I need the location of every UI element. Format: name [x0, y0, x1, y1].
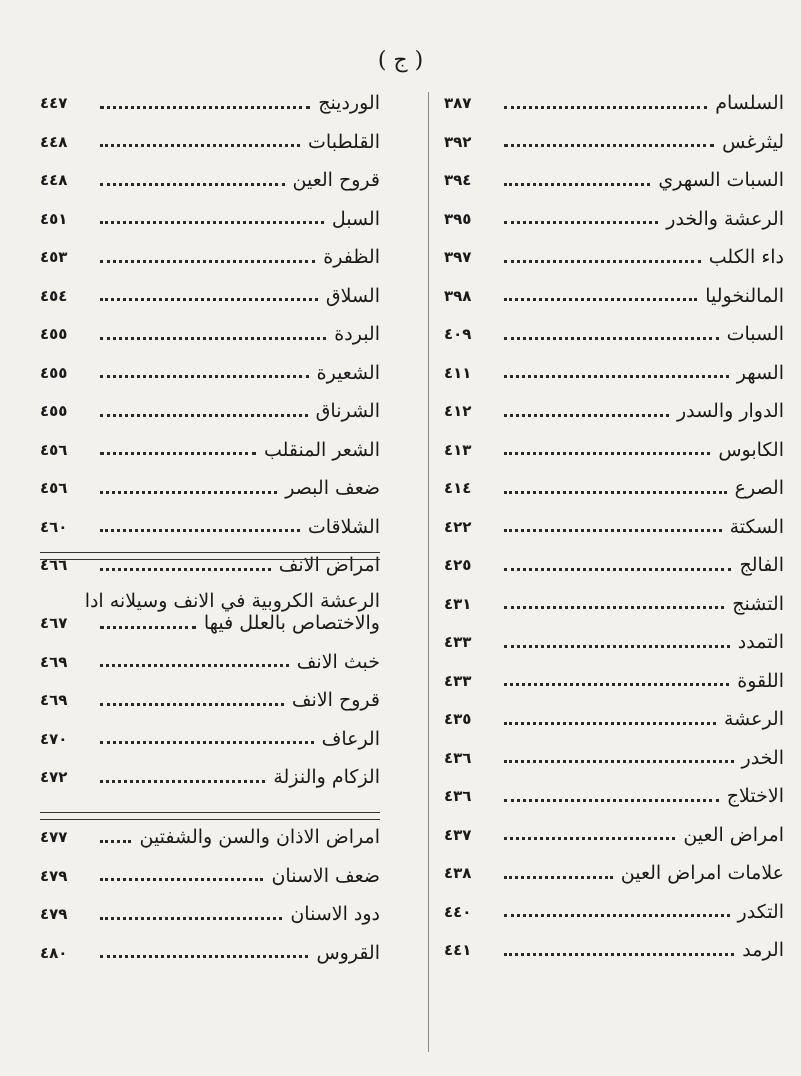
- toc-page-number: ٤٢٥: [444, 556, 472, 575]
- toc-entry: [40, 200, 380, 239]
- toc-left-column-bottom: [40, 818, 380, 972]
- toc-title: الشعيرة: [316, 361, 380, 384]
- toc-title: امراض العين: [683, 823, 784, 846]
- toc-entry: [444, 585, 784, 624]
- toc-page-number: ٣٩٤: [444, 171, 472, 190]
- toc-title: السبل: [331, 207, 380, 230]
- toc-page-number: ٤٤٧: [40, 94, 68, 113]
- toc-page-number: ٤٦٦: [40, 556, 68, 575]
- toc-page-number: ٤٤٨: [40, 171, 68, 190]
- toc-page-number: ٤٥٣: [40, 248, 68, 267]
- toc-entry: [444, 354, 784, 393]
- toc-title: السبات السهري: [658, 169, 784, 192]
- toc-page-number: ٤٣٦: [444, 748, 472, 767]
- toc-entry: [444, 123, 784, 162]
- dot-leader: [504, 868, 613, 879]
- toc-page-number: ٤٠٩: [444, 325, 472, 344]
- dot-leader: [504, 791, 719, 802]
- toc-page-number: ٤٣٦: [444, 787, 472, 806]
- toc-title: الشعر المنقلب: [263, 438, 380, 461]
- toc-entry: [444, 816, 784, 855]
- toc-page-number: ٣٩٨: [444, 286, 472, 305]
- dot-leader: [504, 329, 719, 340]
- toc-page-number: ٤٣٥: [444, 710, 472, 729]
- dot-leader: [100, 656, 289, 667]
- dot-leader: [100, 175, 285, 186]
- toc-page-number: ٣٩٧: [444, 248, 472, 267]
- toc-entry: [40, 277, 380, 316]
- dot-leader: [504, 906, 730, 917]
- dot-leader: [100, 367, 309, 378]
- toc-entry: [444, 277, 784, 316]
- dot-leader: [504, 175, 650, 186]
- toc-title: الزكام والنزلة: [273, 766, 380, 789]
- toc-title: السبات: [726, 323, 784, 346]
- column-divider: [428, 92, 429, 1052]
- toc-left-column-mid: [40, 604, 380, 797]
- toc-page-number: ٣٩٥: [444, 209, 472, 228]
- toc-left-column: [40, 84, 380, 585]
- toc-title: امراض الانف: [278, 554, 380, 577]
- toc-entry: [40, 469, 380, 508]
- toc-title: الدوار والسدر: [676, 400, 784, 423]
- toc-entry: [40, 643, 380, 682]
- toc-entry: [444, 161, 784, 200]
- dot-leader: [504, 675, 729, 686]
- toc-title: علامات امراض العين: [620, 862, 784, 885]
- toc-entry: [444, 700, 784, 739]
- toc-page-number: ٤١١: [444, 363, 472, 382]
- toc-title: ضعف الاسنان: [271, 864, 380, 887]
- dot-leader: [504, 483, 727, 494]
- toc-title: الكابوس: [718, 438, 784, 461]
- toc-entry: [444, 546, 784, 585]
- dot-leader: [504, 714, 716, 725]
- toc-page-number: ٤٥٥: [40, 402, 68, 421]
- dot-leader: [100, 252, 315, 263]
- toc-entry: [444, 469, 784, 508]
- toc-title: قروح الانف: [291, 689, 380, 712]
- toc-page-number: ٤٧٩: [40, 866, 68, 885]
- dot-leader: [504, 560, 731, 571]
- toc-title: التمدد: [737, 631, 784, 654]
- dot-leader: [100, 832, 131, 843]
- dot-leader: [504, 444, 710, 455]
- toc-page-number: ٤٦٩: [40, 652, 68, 671]
- toc-title: ليثرغس: [722, 130, 784, 153]
- dot-leader: [100, 444, 256, 455]
- section-heading: الرعشة الكروبية في الانف وسيلانه ادا: [84, 590, 380, 612]
- dot-leader: [100, 98, 310, 109]
- toc-page-number: ٤٥٥: [40, 325, 68, 344]
- dot-leader: [504, 213, 658, 224]
- toc-page-number: ٤٣٨: [444, 864, 472, 883]
- toc-title: الرعاف: [321, 727, 380, 750]
- toc-entry: [40, 758, 380, 797]
- toc-entry: [444, 238, 784, 277]
- dot-leader: [504, 521, 722, 532]
- dot-leader: [504, 252, 701, 263]
- toc-entry: [40, 392, 380, 431]
- dot-leader: [100, 909, 282, 920]
- toc-entry: [444, 739, 784, 778]
- toc-page-number: ٤٦٧: [40, 614, 68, 633]
- dot-leader: [504, 752, 734, 763]
- toc-entry: [444, 508, 784, 547]
- toc-title: المالنخوليا: [705, 284, 784, 307]
- toc-page-number: ٤٧٠: [40, 729, 68, 748]
- toc-title: اللقوة: [737, 669, 784, 692]
- dot-leader: [504, 290, 697, 301]
- toc-title: الوردينج: [318, 92, 380, 115]
- toc-title: الرعشة والخدر: [666, 207, 784, 230]
- toc-title: قروح العين: [292, 169, 380, 192]
- dot-leader: [100, 290, 318, 301]
- toc-title: السلاق: [325, 284, 380, 307]
- toc-page-number: ٤٥١: [40, 209, 68, 228]
- toc-page-number: ٤٤٨: [40, 132, 68, 151]
- dot-leader: [504, 945, 734, 956]
- toc-page-number: ٤٥٦: [40, 440, 68, 459]
- toc-entry: [40, 818, 380, 857]
- toc-title: خبث الانف: [296, 650, 380, 673]
- dot-leader: [100, 136, 300, 147]
- dot-leader: [100, 406, 308, 417]
- toc-page-number: ٤٤١: [444, 941, 472, 960]
- toc-entry: [40, 934, 380, 973]
- toc-title: القروس: [316, 941, 380, 964]
- dot-leader: [100, 483, 277, 494]
- toc-entry: [444, 200, 784, 239]
- toc-title: الشلاقات: [307, 515, 380, 538]
- dot-leader: [100, 521, 300, 532]
- toc-entry: [444, 84, 784, 123]
- toc-page-number: ٤٣٣: [444, 633, 472, 652]
- toc-entry: [40, 238, 380, 277]
- toc-entry: [40, 315, 380, 354]
- dot-leader: [504, 367, 729, 378]
- toc-title: دود الاسنان: [290, 903, 380, 926]
- toc-page-number: ٤٣١: [444, 594, 472, 613]
- toc-title: الشرناق: [315, 400, 380, 423]
- toc-entry: [40, 431, 380, 470]
- toc-entry: [40, 681, 380, 720]
- toc-entry: [444, 392, 784, 431]
- toc-page-number: ٤٦٠: [40, 517, 68, 536]
- toc-entry: [40, 161, 380, 200]
- toc-page-number: ٣٩٢: [444, 132, 472, 151]
- toc-entry: [444, 931, 784, 970]
- toc-entry: [40, 604, 380, 643]
- toc-page-number: ٤٣٣: [444, 671, 472, 690]
- dot-leader: [504, 98, 707, 109]
- dot-leader: [504, 637, 730, 648]
- toc-title: الفالج: [739, 554, 784, 577]
- toc-title: البردة: [334, 323, 380, 346]
- dot-leader: [504, 829, 675, 840]
- dot-leader: [100, 560, 271, 571]
- toc-page-number: ٤٤٠: [444, 902, 472, 921]
- toc-page-number: ٤٥٤: [40, 286, 68, 305]
- toc-page-number: ٤٧٧: [40, 828, 68, 847]
- section-double-rule: [40, 552, 380, 560]
- page-header: ( ج ): [377, 48, 424, 73]
- toc-page-number: ٣٨٧: [444, 94, 472, 113]
- toc-entry: [40, 720, 380, 759]
- dot-leader: [504, 598, 724, 609]
- dot-leader: [504, 136, 714, 147]
- toc-title: السلسام: [715, 92, 784, 115]
- toc-entry: [444, 777, 784, 816]
- toc-page-number: ٤٧٢: [40, 768, 68, 787]
- toc-title: التشنج: [732, 592, 784, 615]
- toc-title: الرمد: [742, 939, 784, 962]
- toc-title: الخدر: [741, 746, 784, 769]
- toc-entry: [40, 354, 380, 393]
- toc-page-number: ٤٨٠: [40, 943, 68, 962]
- toc-title: الصرع: [734, 477, 784, 500]
- toc-entry: [444, 854, 784, 893]
- toc-entry: [444, 662, 784, 701]
- toc-entry: [444, 315, 784, 354]
- toc-entry: [40, 895, 380, 934]
- dot-leader: [100, 947, 308, 958]
- toc-entry: [40, 857, 380, 896]
- toc-page-number: ٤٣٧: [444, 825, 472, 844]
- toc-page-number: ٤٦٩: [40, 691, 68, 710]
- dot-leader: [100, 329, 326, 340]
- toc-entry: [444, 893, 784, 932]
- dot-leader: [100, 618, 196, 629]
- toc-title: السكتة: [729, 515, 784, 538]
- toc-entry: [444, 431, 784, 470]
- toc-right-column: [444, 84, 784, 970]
- dot-leader: [100, 695, 284, 706]
- toc-title: التكدر: [737, 900, 784, 923]
- dot-leader: [100, 870, 263, 881]
- dot-leader: [100, 772, 265, 783]
- toc-title: ضعف البصر: [285, 477, 380, 500]
- toc-title: امراض الاذان والسن والشفتين: [139, 826, 380, 849]
- dot-leader: [504, 406, 669, 417]
- toc-entry: [444, 623, 784, 662]
- dot-leader: [100, 213, 324, 224]
- toc-title: الظفرة: [323, 246, 380, 269]
- toc-page-number: ٤٥٦: [40, 479, 68, 498]
- toc-title: داء الكلب: [708, 246, 784, 269]
- toc-entry: [40, 84, 380, 123]
- toc-title: الاختلاج: [726, 785, 784, 808]
- dot-leader: [100, 733, 314, 744]
- toc-page-number: ٤١٤: [444, 479, 472, 498]
- toc-page-number: ٤٧٩: [40, 905, 68, 924]
- toc-entry: [40, 123, 380, 162]
- toc-title: السهر: [736, 361, 784, 384]
- toc-title: القلطبات: [308, 130, 380, 153]
- toc-page-number: ٤١٣: [444, 440, 472, 459]
- toc-page-number: ٤٢٢: [444, 517, 472, 536]
- toc-title: الرعشة: [723, 708, 784, 731]
- toc-page-number: ٤١٢: [444, 402, 472, 421]
- toc-entry: [40, 508, 380, 547]
- toc-page-number: ٤٥٥: [40, 363, 68, 382]
- toc-title: والاختصاص بالعلل فيها: [203, 612, 380, 635]
